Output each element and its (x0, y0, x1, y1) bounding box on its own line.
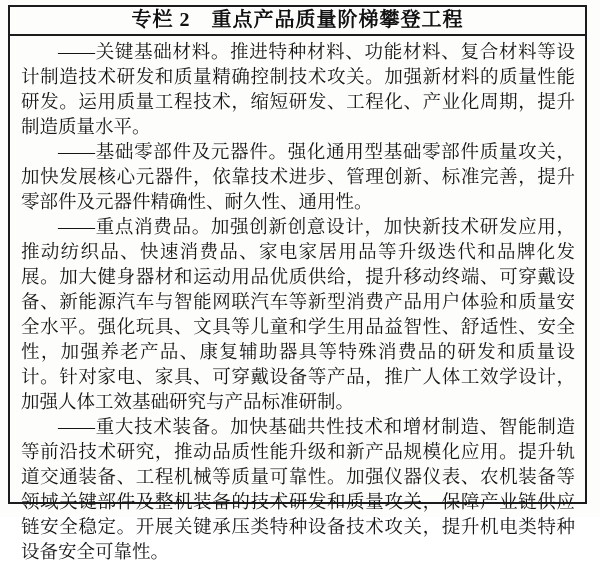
column-box (8, 5, 587, 563)
paragraph-basic-parts-and-components: ——基础零部件及元器件。强化通用型基础零部件质量攻关，加快发展核心元器件，依靠技术进步、管理创新、标准完善，提升零部件及元器件精确性、耐久性、通用性。 (21, 143, 575, 213)
paragraph-major-technical-equipment: ——重大技术装备。加快基础共性技术和增材制造、智能制造等前沿技术研究，推动品质性能升级和新产品规模化应用。提升轨道交通装备、工程机械等质量可靠性。加强仪器仪表、农机装备等领域关键部件及整机装备的技术研发和质量攻关，保障产业链供应链安全稳定。开展关键承压类特种设备技术攻关，提升机电类特种设备安全可靠性。 (21, 418, 575, 563)
paragraph-key-basic-materials: ——关键基础材料。推进特种材料、功能材料、复合材料等设计制造技术研发和质量精确控制技术攻关。加强新材料的质量性能研发。运用质量工程技术，缩短研发、工程化、产业化周期，提升制造质量水平。 (21, 43, 575, 138)
paragraph-key-consumer-goods: ——重点消费品。加强创新创意设计，加快新技术研发应用，推动纺织品、快速消费品、家电家居用品等升级迭代和品牌化发展。加大健身器材和运动用品优质供给，提升移动终端、可穿戴设备、新能源汽车与智能网联汽车等新型消费产品用户体验和质量安全水平。强化玩具、文具等儿童和学生用品益智性、舒适性、安全性，加强养老产品、康复辅助器具等特殊消费品的研发和质量设计。针对家电、家具、可穿戴设备等产品，推广人体工效学设计，加强人体工效基础研究与产品标准研制。 (21, 218, 575, 413)
column-body (10, 36, 585, 566)
column-title: 专栏 2 重点产品质量阶梯攀登工程 (10, 7, 585, 36)
